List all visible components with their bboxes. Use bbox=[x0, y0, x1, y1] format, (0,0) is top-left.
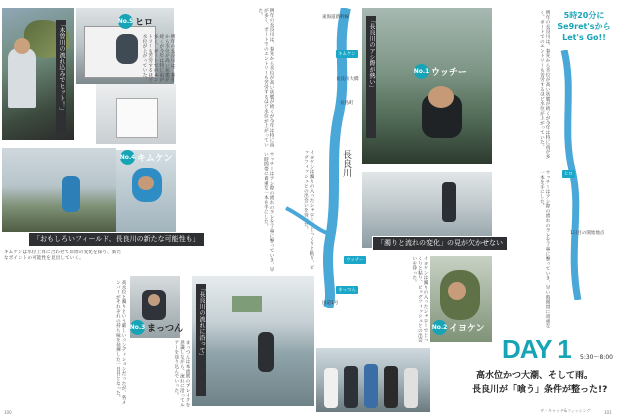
badge-kimken bbox=[120, 150, 172, 165]
badge-iroken bbox=[432, 320, 485, 335]
text-center-body-3: イヨケンは濁りの入ったシャローでじっくりと粘り、ビッグフィッシュとの出会いを待った。 bbox=[303, 150, 314, 270]
map-label-bridge: 長良川大橋 bbox=[336, 77, 359, 82]
badge-utchi bbox=[414, 64, 467, 79]
day-time: 5:30〜8:00 bbox=[580, 354, 613, 361]
badge-marchan bbox=[130, 320, 183, 335]
tributary-path bbox=[286, 208, 330, 234]
badge-marchan-name: まっつん bbox=[147, 324, 184, 334]
map-pin-kimken: キムケン bbox=[338, 52, 356, 57]
badge-utchi-number: No.1 bbox=[414, 64, 429, 79]
badge-iroken-number: No.2 bbox=[432, 320, 447, 335]
map-river-name: 長良川 bbox=[341, 150, 351, 177]
caption-middle: 「濁りと流れの変化」の見が欠かせない bbox=[372, 236, 508, 251]
badge-hiro bbox=[118, 14, 153, 29]
text-middle-right-1: イヨケンは濁りの入ったシャローでじっくりと粘り、ビッグフィッシュとの出会いを待った。 bbox=[411, 256, 428, 343]
mini-map-pin-hiro: ヒロ bbox=[564, 172, 573, 177]
mini-map-start-label: 1日目の開始地点 bbox=[570, 231, 605, 236]
footer-page-left: 100 bbox=[4, 410, 12, 415]
day-title: DAY 1 bbox=[502, 334, 571, 364]
map-pin-marchan: まっつん bbox=[338, 288, 356, 293]
text-marchan-body: まっつんは本流筋のブレイクを意識しながら、流れに沿ってルアーを送り込んでいった。 bbox=[173, 340, 190, 408]
badge-utchi-name: ウッチー bbox=[431, 68, 467, 78]
header-go: Let's Go!! bbox=[562, 33, 606, 42]
photo-utchi-boat bbox=[362, 8, 492, 164]
text-left-body-1: 高水位と濁りという厳しいコンディションだったが、各メンバーがそれぞれの持ち味を発揮した一日目となった。 bbox=[115, 280, 126, 405]
photo-group bbox=[316, 348, 430, 412]
photo-hiro-paper bbox=[96, 84, 176, 144]
caption-marchan: 「長良川の流れに沿って」 bbox=[196, 284, 206, 396]
badge-hiro-name: ヒロ bbox=[135, 18, 154, 28]
badge-iroken-name: イヨケン bbox=[449, 324, 485, 334]
text-center-body-2: ウッチーはアシ際の流れのヨレを丁寧に撃っていき、早い時間帯に貴重な一本を手にした。 bbox=[263, 152, 274, 272]
day-headline-1: 高水位かつ大潮、そして雨。 bbox=[476, 371, 594, 381]
caption-kimken: 「おもしろいフィールド、長良川の新たな可能性も」 bbox=[28, 232, 205, 247]
map-label-highway: 国道1号 bbox=[322, 301, 339, 306]
badge-kimken-number: No.4 bbox=[120, 150, 135, 165]
footer-magazine: ザ・キャッチ&フィッシング bbox=[540, 408, 591, 413]
text-right-body-2: ウッチーはアシ際の流れのヨレを丁寧に撃っていき、早い時間帯に貴重な一本を手にした。 bbox=[539, 170, 550, 329]
day-headline-2: 長良川が「喰う」条件が整った!? bbox=[472, 385, 608, 395]
text-center-body-1: 例年の長良川は、春先から水位が高い状態が続くが今年は特に雨が多く、ボートでのエントリーも苦労するほど水位が上がっていた。 bbox=[257, 8, 274, 148]
caption-hiro: 「木曽川の流れ込みでヒット！」 bbox=[56, 20, 66, 134]
photo-kimken-shore bbox=[2, 148, 116, 232]
header-time: 5時20分に bbox=[563, 11, 605, 20]
map-label-shinkansen: 東海道新幹線 bbox=[322, 15, 349, 20]
badge-marchan-number: No.3 bbox=[130, 320, 145, 335]
header-team: Se9ret'sから bbox=[557, 22, 611, 31]
header-tag bbox=[548, 10, 620, 43]
badge-hiro-number: No.5 bbox=[118, 14, 133, 29]
text-hiro-body: 例年の長良川は、春先から水位が高い状態が続くが今年は特に雨が多く、ボートでのエントリーも苦労するほど水位が上がっていた。 bbox=[142, 34, 175, 82]
text-right-body-1: 例年の長良川は、春先から水位が高い状態が続くが今年は特に雨が多く、ボートでのエントリーも苦労するほど水位が上がっていた。 bbox=[539, 10, 550, 159]
footer-page-right: 101 bbox=[604, 410, 612, 415]
text-kimken-body: キムケンは水位上昇に合わせて岸際の変化を探り、新たなポイントの可能性を見出していく。 bbox=[4, 250, 122, 261]
badge-kimken-name: キムケン bbox=[137, 154, 173, 164]
map-pin-utchi: ウッチー bbox=[346, 258, 364, 263]
caption-utchi: 「長良川のアシ際が熱い」 bbox=[366, 16, 376, 138]
map-label-nagashima: 長島町 bbox=[340, 101, 354, 106]
